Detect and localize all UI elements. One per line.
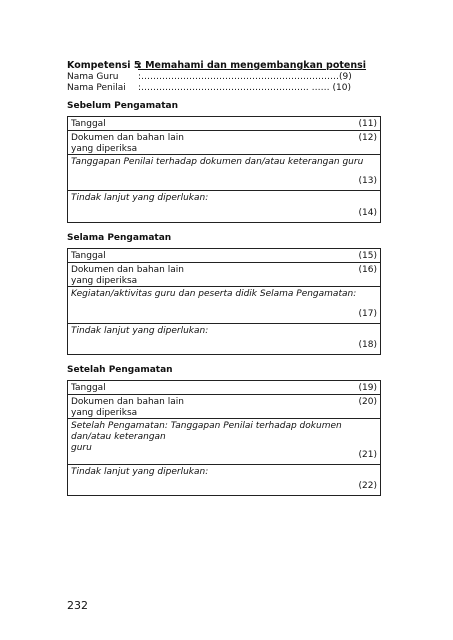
row-tindak-lanjut[interactable] <box>68 465 380 495</box>
section-heading-sebelum: Sebelum Pengamatan <box>67 101 178 111</box>
field-number: (15) <box>358 251 377 261</box>
table-sebelum <box>67 116 381 223</box>
nama-guru-value: :…………………………………………………………(9) <box>138 72 352 82</box>
nama-guru-label: Nama Guru <box>67 72 119 82</box>
row-tindak-lanjut[interactable] <box>68 324 380 354</box>
section-heading-selama: Selama Pengamatan <box>67 233 172 243</box>
row-kegiatan[interactable] <box>68 287 380 324</box>
table-selama <box>67 248 381 355</box>
row-dokumen <box>68 263 380 287</box>
dokumen-label-line1: Dokumen dan bahan lain <box>71 133 184 143</box>
row-dokumen <box>68 131 380 155</box>
field-number: (18) <box>358 340 377 350</box>
tanggapan-label <box>71 421 380 454</box>
nama-penilai-value: :……………………………………………….. …… (10) <box>138 83 351 93</box>
row-dokumen <box>68 395 380 419</box>
tanggal-label: Tanggal <box>71 251 106 261</box>
table-setelah <box>67 380 381 496</box>
tanggapan-label-line1: Setelah Pengamatan: Tanggapan Penilai terhadap dokumen dan/atau keterangan <box>71 421 342 442</box>
row-tanggapan[interactable] <box>68 419 380 465</box>
field-number: (14) <box>358 208 377 218</box>
dokumen-label-line1: Dokumen dan bahan lain <box>71 397 184 407</box>
kompetensi-label: Kompetensi 5 <box>67 60 141 71</box>
tindak-lanjut-label: Tindak lanjut yang diperlukan: <box>71 326 209 336</box>
dokumen-label <box>71 397 184 419</box>
tindak-lanjut-label: Tindak lanjut yang diperlukan: <box>71 467 209 477</box>
dokumen-label-line2: yang diperiksa <box>71 144 138 154</box>
row-tanggal <box>68 117 380 131</box>
row-tanggapan[interactable] <box>68 155 380 191</box>
kompetensi-title: : Memahami dan mengembangkan potensi <box>138 60 367 71</box>
row-tindak-lanjut[interactable] <box>68 191 380 222</box>
tanggapan-label-line2: guru <box>71 443 92 453</box>
field-number: (22) <box>358 481 377 491</box>
dokumen-label-line2: yang diperiksa <box>71 408 138 418</box>
field-number: (17) <box>358 309 377 319</box>
field-number: (11) <box>358 119 377 129</box>
dokumen-label-line1: Dokumen dan bahan lain <box>71 265 184 275</box>
dokumen-label-line2: yang diperiksa <box>71 276 138 286</box>
row-tanggal <box>68 249 380 263</box>
field-number: (13) <box>358 176 377 186</box>
field-number: (19) <box>358 383 377 393</box>
field-number: (20) <box>358 397 377 407</box>
section-heading-setelah: Setelah Pengamatan <box>67 365 173 375</box>
field-number: (16) <box>358 265 377 275</box>
field-number: (21) <box>358 450 377 460</box>
tanggal-label: Tanggal <box>71 119 106 129</box>
dokumen-label <box>71 133 184 155</box>
kegiatan-label: Kegiatan/aktivitas guru dan peserta didik Selama Pengamatan: <box>71 289 357 299</box>
tanggapan-label: Tanggapan Penilai terhadap dokumen dan/atau keterangan guru <box>71 157 364 167</box>
field-number: (12) <box>358 133 377 143</box>
page-number: 232 <box>67 599 88 612</box>
dokumen-label <box>71 265 184 287</box>
tanggal-label: Tanggal <box>71 383 106 393</box>
row-tanggal <box>68 381 380 395</box>
nama-penilai-label: Nama Penilai <box>67 83 126 93</box>
tindak-lanjut-label: Tindak lanjut yang diperlukan: <box>71 193 209 203</box>
